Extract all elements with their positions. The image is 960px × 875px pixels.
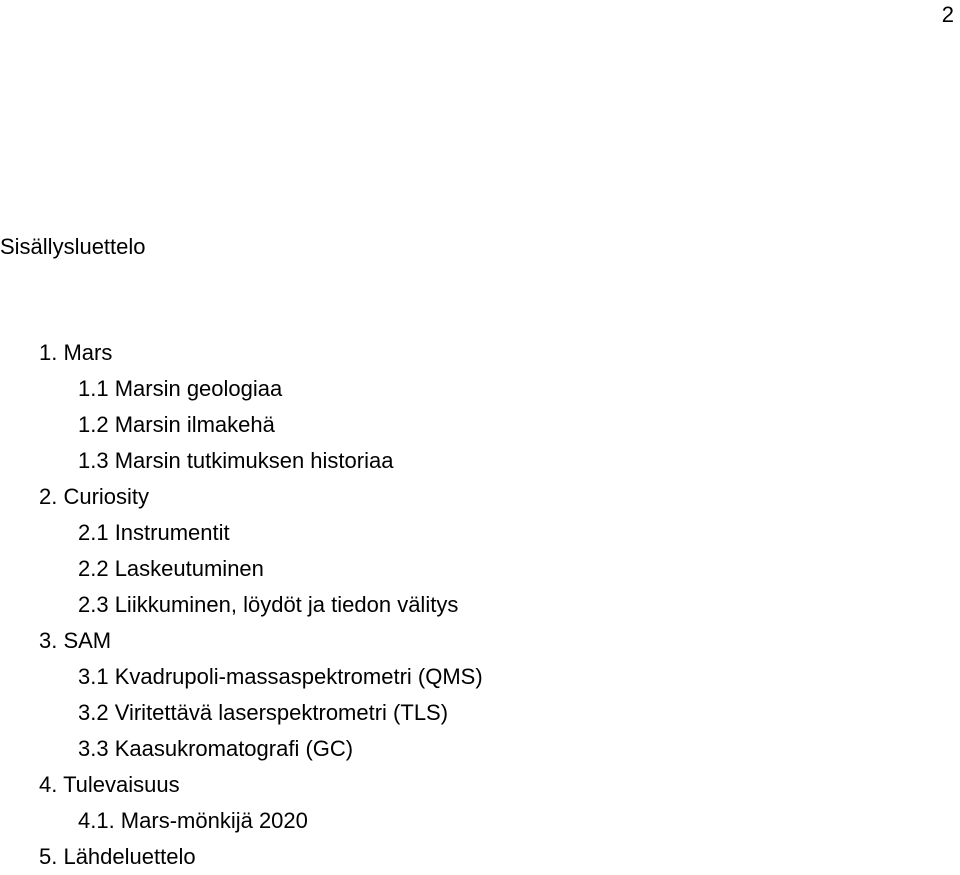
toc-title: Sisällysluettelo	[0, 234, 146, 259]
toc-list	[0, 335, 483, 875]
toc-entry: 1.2 Marsin ilmakehä	[78, 412, 275, 437]
toc-entry: 2.1 Instrumentit	[78, 520, 230, 545]
toc-entry: 2.2 Laskeutuminen	[78, 556, 264, 581]
toc-entry: 3.3 Kaasukromatografi (GC)	[78, 736, 354, 761]
toc-entry: 1.1 Marsin geologiaa	[78, 376, 283, 401]
toc-entry: 4.1. Mars-mönkijä 2020	[78, 808, 308, 833]
toc-entry: 2. Curiosity	[39, 484, 150, 509]
toc-entry: 4. Tulevaisuus	[39, 772, 180, 797]
toc-entry: 3.1 Kvadrupoli-massaspektrometri (QMS)	[78, 664, 483, 689]
toc-entry: 1. Mars	[39, 340, 113, 365]
toc-entry: 1.3 Marsin tutkimuksen historiaa	[78, 448, 394, 473]
toc-entry: 5. Lähdeluettelo	[39, 844, 196, 869]
page-number: 2	[941, 2, 954, 27]
toc-entry: 2.3 Liikkuminen, löydöt ja tiedon välitys	[78, 592, 459, 617]
toc-entry: 3. SAM	[39, 628, 112, 653]
toc-entry: 3.2 Viritettävä laserspektrometri (TLS)	[78, 700, 449, 725]
